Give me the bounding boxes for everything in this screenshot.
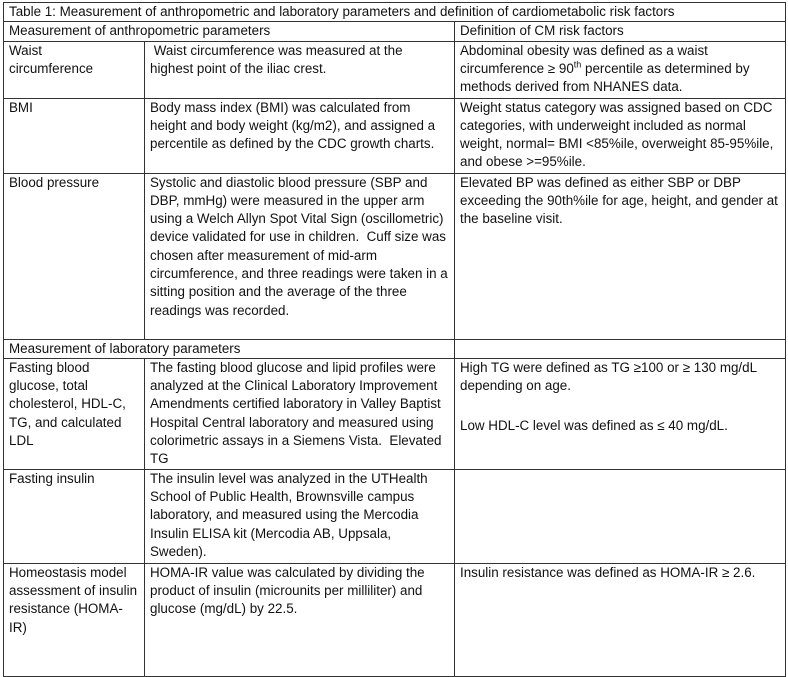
definition-cell [455,358,786,469]
caption-row [4,3,786,22]
risk-factor-table [3,2,786,677]
table-row [4,173,786,339]
table-row [4,41,786,98]
definition-tg: High TG were defined as TG ≥100 or ≥ 130 mg/dL depending on age. [460,359,757,394]
definition-cell: Weight status category was assigned based on CDC categories, with underweight included as normal weight, normal= BMI <85%ile, overweight 85-95%ile, and obese >=95%ile. [455,98,786,173]
param-waist: Waist circumference [9,42,94,76]
param-cell: Homeostasis model assessment of insulin resistance (HOMA-IR) [4,563,145,676]
definition-cell: Insulin resistance was defined as HOMA-IR ≥ 2.6. [455,563,786,676]
header-definition: Definition of CM risk factors [455,22,786,41]
param-cell: Blood pressure [4,173,145,339]
method-cell: HOMA-IR value was calculated by dividing the product of insulin (microunits per milliliter) and glucose (mg/dL) by 22.5. [145,563,455,676]
definition-hdl: Low HDL-C level was defined as ≤ 40 mg/dL. [460,418,728,434]
method-cell: Systolic and diastolic blood pressure (SBP and DBP, mmHg) were measured in the upper arm using a Welch Allyn Spot Vital Sign (oscillometric) device validated for use in children. Cuff size was chosen after measurement of mid-arm circumference, and three readings were taken in a sitting position and the average of the three readings was recorded. [145,173,455,339]
paragraph-gap [460,395,780,417]
header-measurement-anthropometric: Measurement of anthropometric parameters [4,22,455,41]
method-cell: Body mass index (BMI) was calculated from height and body weight (kg/m2), and assigned a percentile as defined by the CDC growth charts. [145,98,455,173]
definition-waist-sup: th [573,59,582,70]
table-row [4,98,786,173]
param-cell: Fasting blood glucose, total cholesterol, HDL-C, TG, and calculated LDL [4,358,145,469]
definition-cell: Elevated BP was defined as either SBP or DBP exceeding the 90th%ile for age, height, and gender at the baseline visit. [455,173,786,339]
table-caption: Table 1: Measurement of anthropometric and laboratory parameters and definition of cardiometabolic risk factors [4,3,786,22]
method-cell: The insulin level was analyzed in the UTHealth School of Public Health, Brownsville campus laboratory, and measured using the Mercodia Insulin ELISA kit (Mercodia AB, Uppsala, Sweden). [145,469,455,563]
header-row [4,22,786,41]
definition-cell [455,469,786,563]
param-cell: BMI [4,98,145,173]
definition-waist-post: percentile as determined by methods derived from NHANES data. [460,60,750,95]
section-empty-cell [455,339,786,358]
param-cell: Fasting insulin [4,469,145,563]
method-cell: The fasting blood glucose and lipid profiles were analyzed at the Clinical Laboratory Improvement Amendments certified laboratory in Valley Baptist Hospital Central laboratory and measured using colorimetric assays in a Siemens Vista. Elevated TG [145,358,455,469]
param-cell [4,41,145,98]
definition-waist-pre: Abdominal obesity was defined as a waist circumference ≥ 90 [460,42,708,76]
definition-cell [455,41,786,98]
table-row [4,563,786,676]
section-laboratory: Measurement of laboratory parameters [4,339,455,358]
method-cell: Waist circumference was measured at the highest point of the iliac crest. [145,41,455,98]
table-row [4,358,786,469]
section-row [4,339,786,358]
table-row [4,469,786,563]
